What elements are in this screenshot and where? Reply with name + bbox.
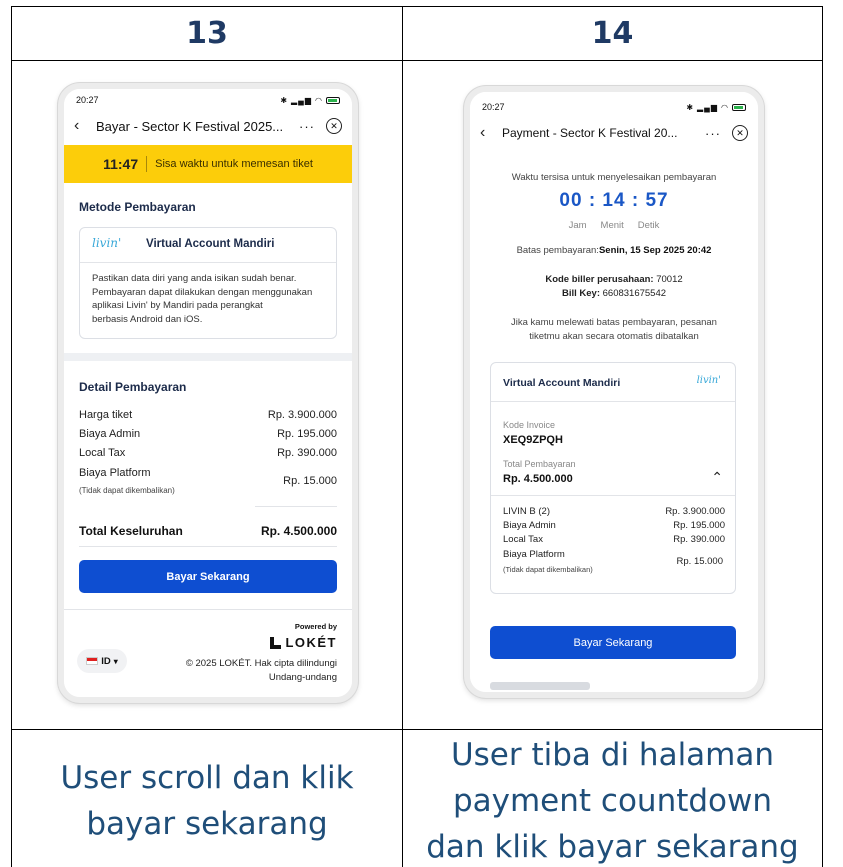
caption-line: payment countdown xyxy=(452,783,773,819)
platform-fee-note: (Tidak dapat dikembalikan) xyxy=(503,565,593,574)
status-bar xyxy=(64,89,352,111)
wifi-icon: ◠ xyxy=(721,102,729,112)
total-label: Total Keseluruhan xyxy=(79,524,183,538)
chevron-down-icon: ▾ xyxy=(113,656,118,666)
pay-now-button[interactable]: Bayar Sekarang xyxy=(79,560,337,593)
livin-logo: livin' xyxy=(92,236,122,250)
more-options-icon[interactable]: ··· xyxy=(705,125,721,141)
timer-value: 11:47 xyxy=(103,156,139,172)
language-label: ID xyxy=(101,655,111,667)
step-13-caption xyxy=(12,755,402,847)
payment-method-title: Metode Pembayaran xyxy=(79,200,196,214)
close-icon[interactable]: ✕ xyxy=(326,118,342,134)
unit-minute: Menit xyxy=(600,220,624,231)
row-value: Rp. 3.900.000 xyxy=(267,409,337,421)
row-label: LIVIN B (2) xyxy=(503,506,550,517)
page-title: Bayar - Sector K Festival 2025... xyxy=(96,118,284,134)
payment-detail-title: Detail Pembayaran xyxy=(79,380,187,394)
grid-left xyxy=(11,6,12,867)
row-label: Local Tax xyxy=(503,534,543,545)
detail-row xyxy=(503,534,725,545)
caption-line: bayar sekarang xyxy=(86,806,328,842)
warning-line: tiketmu akan secara otomatis dibatalkan xyxy=(529,331,699,342)
total-row xyxy=(79,524,337,538)
language-selector[interactable] xyxy=(77,649,127,673)
livin-logo: livin' xyxy=(696,375,721,386)
chevron-up-icon[interactable]: ⌃ xyxy=(711,469,723,485)
total-value: Rp. 4.500.000 xyxy=(260,524,337,538)
warning-line: Jika kamu melewati batas pembayaran, pesanan xyxy=(511,317,717,328)
timer-text: Sisa waktu untuk memesan tiket xyxy=(155,158,313,170)
billkey-value: 660831675542 xyxy=(602,288,667,299)
copyright-line: © 2025 LOKÉT. Hak cipta dilindungi xyxy=(185,658,337,669)
row-value: Rp. 390.000 xyxy=(673,534,725,545)
footer-divider xyxy=(64,609,352,610)
platform-fee-value: Rp. 15.000 xyxy=(676,556,723,567)
instruction-line: Pastikan data diri yang anda isikan sudah benar. xyxy=(92,273,297,284)
status-bar xyxy=(470,96,758,118)
platform-fee-value: Rp. 15.000 xyxy=(283,475,337,487)
platform-fee-label: Biaya Platform xyxy=(79,467,151,479)
billkey-label: Bill Key: xyxy=(561,288,600,299)
back-arrow-icon[interactable]: ‹ xyxy=(74,117,80,134)
more-options-icon[interactable]: ··· xyxy=(299,118,315,134)
next-section-peek xyxy=(490,682,590,690)
card-divider xyxy=(491,401,735,402)
caption-line: User scroll dan klik xyxy=(60,760,354,796)
timer-separator xyxy=(146,156,147,172)
bluetooth-icon: ✱ xyxy=(686,102,695,112)
close-icon[interactable]: ✕ xyxy=(732,125,748,141)
platform-fee-note: (Tidak dapat dikembalikan) xyxy=(79,486,175,495)
copyright-text xyxy=(186,657,337,685)
countdown-timer: 00 : 14 : 57 xyxy=(559,190,669,211)
grid-header-bottom xyxy=(11,60,823,61)
payment-method-card[interactable] xyxy=(79,227,337,339)
detail-row xyxy=(79,447,337,459)
row-label: Harga tiket xyxy=(79,409,133,421)
total-divider-bottom xyxy=(79,546,337,547)
virtual-account-card xyxy=(490,362,736,594)
invoice-value: XEQ9ZPQH xyxy=(503,434,563,446)
detail-row xyxy=(79,409,337,421)
row-value: Rp. 195.000 xyxy=(673,520,725,531)
battery-icon xyxy=(326,97,340,104)
payment-instructions xyxy=(92,272,312,326)
total-payment-value: Rp. 4.500.000 xyxy=(503,473,573,485)
bank-name: Virtual Account Mandiri xyxy=(503,377,621,389)
payment-deadline xyxy=(470,245,758,256)
countdown-units xyxy=(470,220,758,231)
step-number-13: 13 xyxy=(186,15,228,51)
phone-screen-14 xyxy=(464,86,764,698)
grid-right xyxy=(822,6,823,867)
page-title: Payment - Sector K Festival 20... xyxy=(502,126,678,140)
copyright-line: Undang-undang xyxy=(268,672,337,683)
section-divider xyxy=(64,353,352,361)
step-14-caption xyxy=(403,732,822,867)
caption-line: User tiba di halaman xyxy=(450,737,775,773)
biller-label: Kode biller perusahaan: xyxy=(545,274,654,285)
row-label: Biaya Admin xyxy=(79,428,141,440)
cancellation-warning xyxy=(470,316,758,344)
signal-icon: ▂▄▆ xyxy=(697,102,719,112)
detail-row xyxy=(503,506,725,517)
status-icons xyxy=(686,103,746,112)
total-payment-label: Total Pembayaran xyxy=(503,459,576,469)
row-label: Biaya Admin xyxy=(503,520,556,531)
biller-info xyxy=(470,273,758,301)
total-divider-top xyxy=(255,506,337,507)
instruction-line: Pembayaran dapat dilakukan dengan menggunakan xyxy=(92,286,313,298)
back-arrow-icon[interactable]: ‹ xyxy=(480,124,486,141)
powered-by-label: Powered by xyxy=(294,622,337,631)
bank-name: Virtual Account Mandiri xyxy=(146,238,275,250)
loket-logo xyxy=(270,635,337,650)
status-time: 20:27 xyxy=(76,95,99,105)
status-icons xyxy=(280,96,340,105)
countdown-caption: Waktu tersisa untuk menyelesaikan pembayaran xyxy=(511,172,717,183)
caption-line: dan klik bayar sekarang xyxy=(426,829,799,865)
row-value: Rp. 195.000 xyxy=(277,428,337,440)
unit-hour: Jam xyxy=(568,220,587,231)
app-bar xyxy=(64,111,352,141)
app-bar xyxy=(470,118,758,148)
phone-screen-13 xyxy=(58,83,358,703)
timer-banner xyxy=(64,145,352,183)
row-value: Rp. 3.900.000 xyxy=(665,506,725,517)
detail-row xyxy=(503,520,725,531)
platform-fee-label: Biaya Platform xyxy=(503,549,565,560)
wifi-icon: ◠ xyxy=(315,95,323,105)
card-divider xyxy=(491,495,735,496)
pay-now-button[interactable]: Bayar Sekarang xyxy=(490,626,736,659)
deadline-label: Batas pembayaran: xyxy=(516,245,599,256)
invoice-label: Kode Invoice xyxy=(503,420,556,430)
card-divider xyxy=(80,262,336,263)
signal-icon: ▂▄▆ xyxy=(291,95,313,105)
instruction-line: berbasis Android dan iOS. xyxy=(92,313,203,325)
grid-body-bottom xyxy=(11,729,823,730)
deadline-value: Senin, 15 Sep 2025 20:42 xyxy=(598,245,712,256)
loket-mark-icon xyxy=(270,637,281,649)
status-time: 20:27 xyxy=(482,102,505,112)
row-value: Rp. 390.000 xyxy=(277,447,337,459)
biller-value: 70012 xyxy=(656,274,683,285)
detail-row xyxy=(79,428,337,440)
instruction-line: aplikasi Livin' by Mandiri pada perangkat xyxy=(92,300,263,311)
loket-brand: LOKÉT xyxy=(285,635,337,650)
row-label: Local Tax xyxy=(79,447,126,459)
step-number-14: 14 xyxy=(591,15,634,51)
indonesia-flag-icon xyxy=(86,657,98,665)
battery-icon xyxy=(732,104,746,111)
unit-second: Detik xyxy=(637,220,660,231)
bluetooth-icon: ✱ xyxy=(280,95,289,105)
